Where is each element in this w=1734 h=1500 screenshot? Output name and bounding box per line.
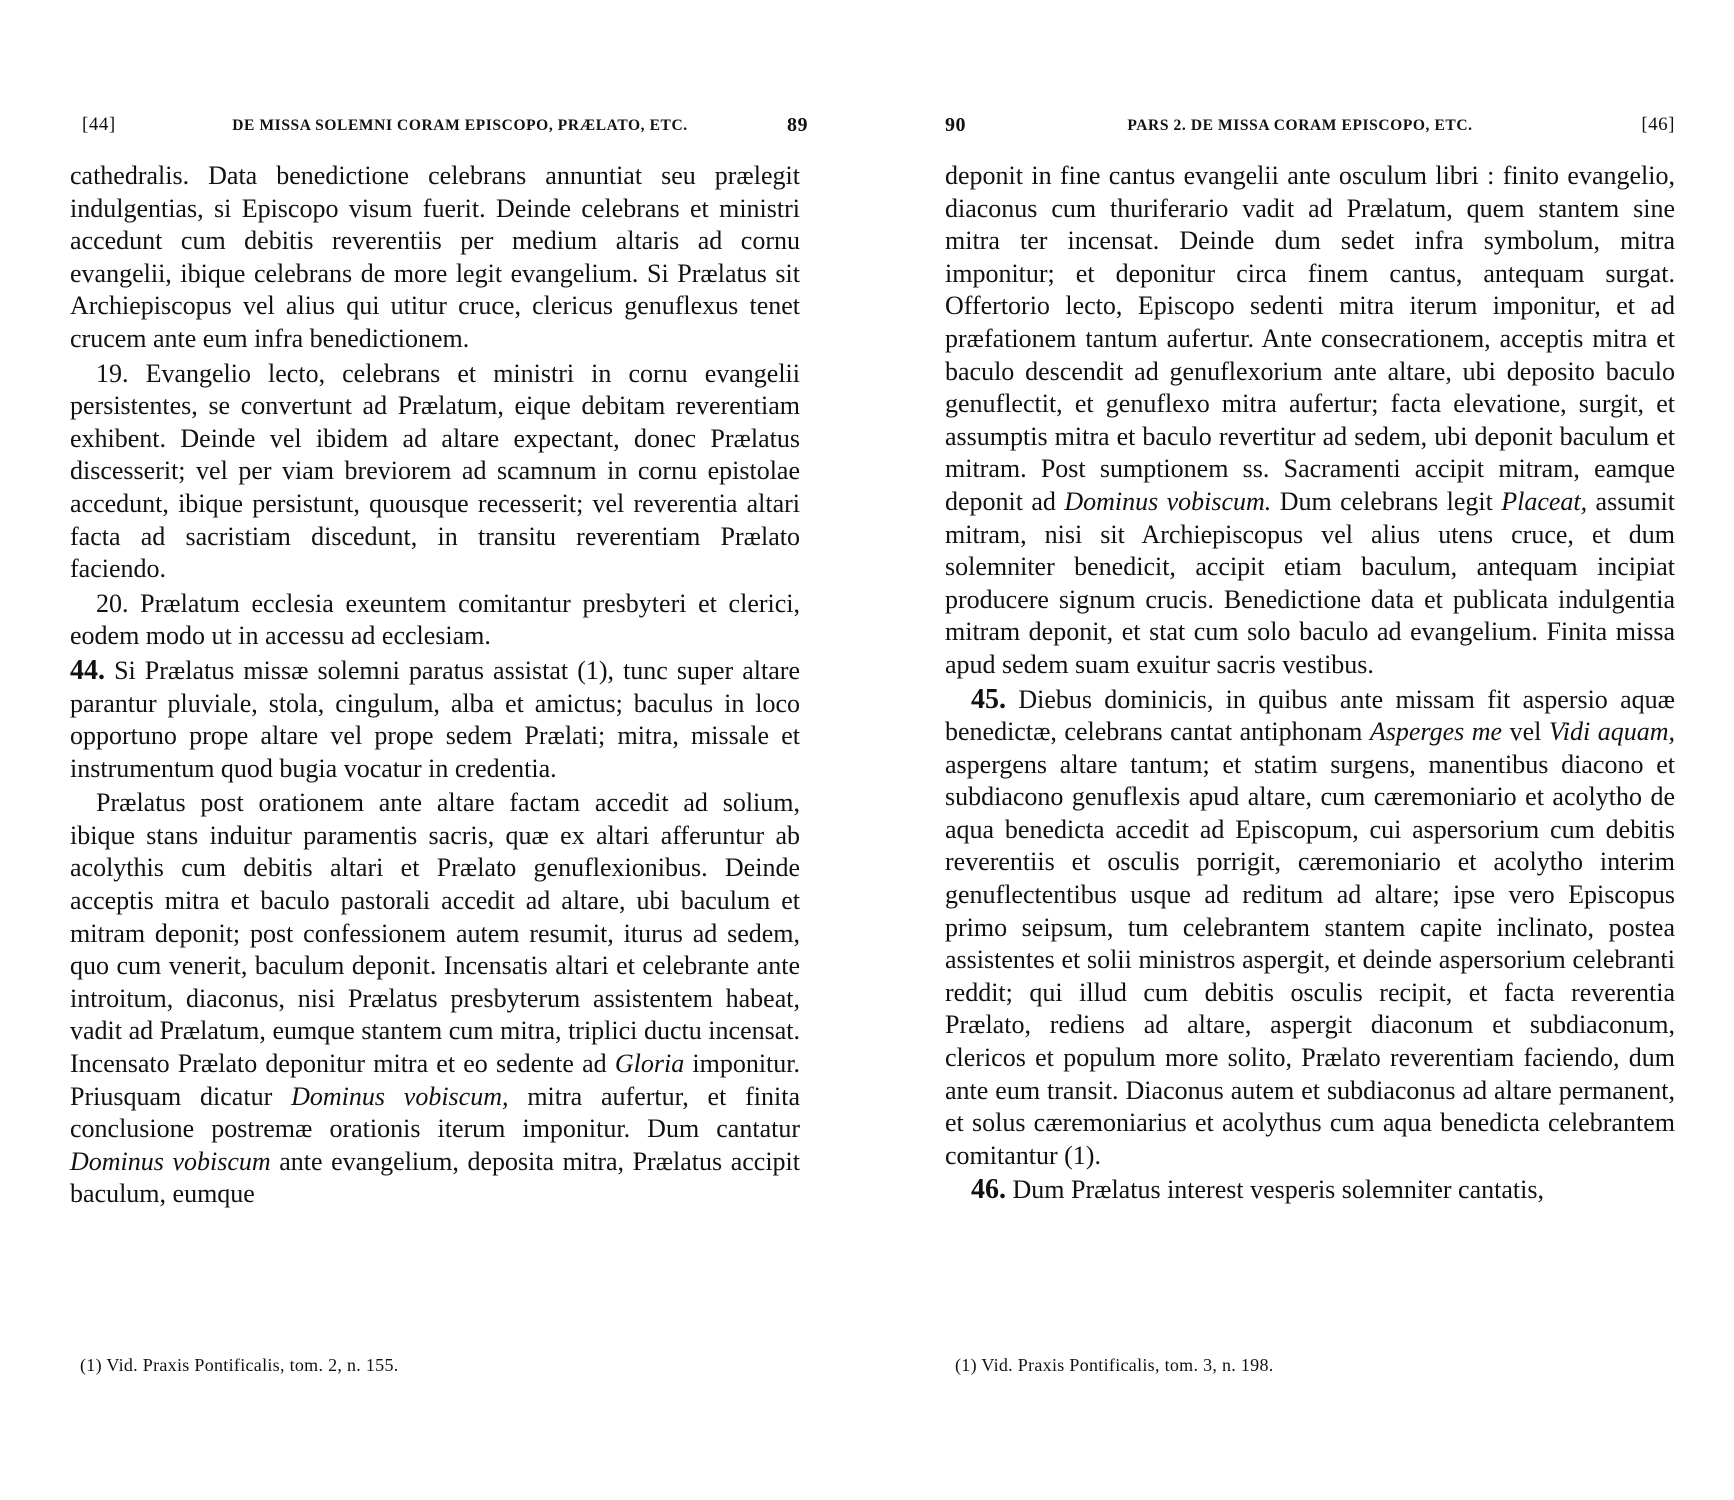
left-header-title: DE MISSA SOLEMNI CORAM EPISCOPO, PRÆLATO, ETC. (232, 117, 688, 134)
italic-text: Gloria (614, 1049, 685, 1079)
right-section-number: [46] (1641, 114, 1675, 135)
section-number: 45. (971, 683, 1006, 715)
text-run: Diebus dominicis, in quibus ante missam fit aspersio aquæ benedictæ, celebrans cantat antiphonam (945, 684, 1675, 747)
paragraph (945, 160, 1675, 682)
text-run: mitra aufertur, et finita conclusione postremæ orationis iterum imponitur. Dum cantatur (70, 1081, 801, 1144)
text-run: aspergens altare tantum; et statim surgens, manentibus diacono et subdiacono genuflexis apud altare, cum cæremoniario et acolytho de aqua benedicta accedit ad Episcopum, cui aspersorium cum debitis reverentiis et osculis porrigit, cæremoniario et acolytho interim genuflectentibus usque ad reditum ad altare; ipse vero Episcopus primo seipsum, tum celebrantem stantem capite inclinato, postea assistentes et solii ministros aspergit, et deinde aspersorium celebranti reddit; qui illud cum debitis osculis recipit, et facta reverentia Prælato, rediens ad altare, aspergit diaconum et subdiaconum, clericos et populum more solito, Prælato reverentiam faciendo, dum ante eum transit. Diaconus autem et subdiaconus ad altare permanent, et solus cæremoniarius et acolythus cum aqua benedicta celebrantem comitantur (1). (945, 749, 1675, 1170)
italic-text: Dominus vobiscum. (1064, 486, 1272, 516)
section-46 (945, 1174, 1675, 1207)
left-footnote: (1) Vid. Praxis Pontificalis, tom. 2, n. 155. (80, 1355, 399, 1375)
paragraph-20: 20. Prælatum ecclesia exeuntem comitantur presbyteri et clerici, eodem modo ut in accessu ad ecclesiam. (70, 588, 800, 651)
right-header-title: PARS 2. DE MISSA CORAM EPISCOPO, ETC. (1127, 117, 1473, 134)
left-body-text (70, 160, 800, 1213)
left-section-number: [44] (82, 114, 116, 135)
left-page-number: 89 (787, 114, 808, 136)
paragraph (70, 787, 800, 1211)
left-running-head (70, 114, 808, 144)
italic-text: Vidi aquam, (1548, 717, 1676, 747)
text-run: deponit in fine cantus evangelii ante osculum libri : finito evangelio, diaconus cum thuriferario vadit ad Prælatum, quem stantem sine mitra ter incensat. Deinde dum sedet infra symbolum, mitra imponitur; et deponitur circa finem cantus, antequam surgat. Offertorio lecto, Episcopo sedenti mitra iterum imponitur, et ad præfationem tantum aufertur. Ante consecrationem, acceptis mitra et baculo descendit ad genuflexorium ante altare, ubi deposito baculo genuflectit, et genuflexo mitra aufertur; facta elevatione, surgit, et assumptis mitra et baculo revertitur ad sedem, ubi deponit baculum et mitram. Post sumptionem ss. Sacramenti accipit mitram, eamque deponit ad (945, 161, 1675, 516)
section-45 (945, 684, 1675, 1173)
italic-text: Placeat, (1501, 486, 1588, 516)
italic-text: Asperges me (1369, 717, 1503, 747)
text-run: assumit mitram, nisi sit Archiepiscopus vel alius utens cruce, et dum solemniter benedicit, accipit etiam baculum, antequam incipiat producere signum crucis. Benedictione data et publicata indulgentia mitram deponit, et stat cum solo baculo ad evangelium. Finita missa apud sedem suam exuitur sacris vestibus. (945, 486, 1675, 679)
text-run: Dum Prælatus interest vesperis solemniter cantatis, (1012, 1175, 1544, 1205)
right-page-number: 90 (945, 114, 966, 136)
text-run: vel (1509, 717, 1542, 747)
right-running-head (945, 114, 1675, 144)
left-page (70, 0, 808, 1500)
right-body-text (945, 160, 1675, 1209)
section-44 (70, 655, 800, 785)
section-number: 46. (971, 1174, 1006, 1206)
text-run: imponitur. Priusquam dicatur (70, 1049, 801, 1111)
section-text: Si Prælatus missæ solemni paratus assistat (1), tunc super altare parantur pluviale, stola, cingulum, alba et amictus; baculus in loco opportuno prope altare vel prope sedem Prælati; mitra, missale et instrumentum quod bugia vocatur in credentia. (70, 655, 800, 783)
italic-text: Dominus vobiscum (70, 1146, 271, 1176)
paragraph-19: 19. Evangelio lecto, celebrans et ministri in cornu evangelii persistentes, se convertunt ad Prælatum, eique debitam reverentiam exhibent. Deinde vel ibidem ad altare expectant, donec Prælatus discesserit; vel per viam breviorem ad scamnum in cornu epistolae accedunt, ibique persistunt, quousque recesserit; vel reverentia altari facta ad sacristiam discedunt, in transitu reverentiam Prælato faciendo. (70, 358, 800, 584)
text-run: Dum celebrans legit (1279, 486, 1493, 516)
right-page (945, 0, 1675, 1500)
section-number: 44. (70, 654, 105, 686)
right-footnote: (1) Vid. Praxis Pontificalis, tom. 3, n. 198. (955, 1355, 1274, 1375)
paragraph: cathedralis. Data benedictione celebrans annuntiat seu prælegit indulgentias, si Episcopo visum fuerit. Deinde celebrans et ministri accedunt cum debitis reverentiis per medium altaris ad cornu evangelii, ibique celebrans de more legit evangelium. Si Prælatus sit Archiepiscopus vel alius qui utitur cruce, clericus genuflexus tenet crucem ante eum infra benedictionem. (70, 161, 800, 353)
text-run: ante evangelium, deposita mitra, Prælatus accipit baculum, eumque (70, 1146, 800, 1209)
italic-text: Dominus vobiscum, (291, 1081, 509, 1111)
text-run: Prælatus post orationem ante altare factam accedit ad solium, ibique stans induitur paramentis sacris, quæ ex altari afferuntur ab acolythis cum debitis altari et Prælato genuflexionibus. Deinde acceptis mitra et baculo pastorali accedit ad altare, ubi baculum et mitram deponit; post confessionem autem resumit, iturus ad sedem, quo cum venerit, baculum deponit. Incensatis altari et celebrante ante introitum, diaconus, nisi Prælatus presbyterum assistentem habeat, vadit ad Prælatum, eumque stantem cum mitra, triplici ductu incensat. Incensato Prælato deponitur mitra et eo sedente ad (70, 788, 800, 1079)
